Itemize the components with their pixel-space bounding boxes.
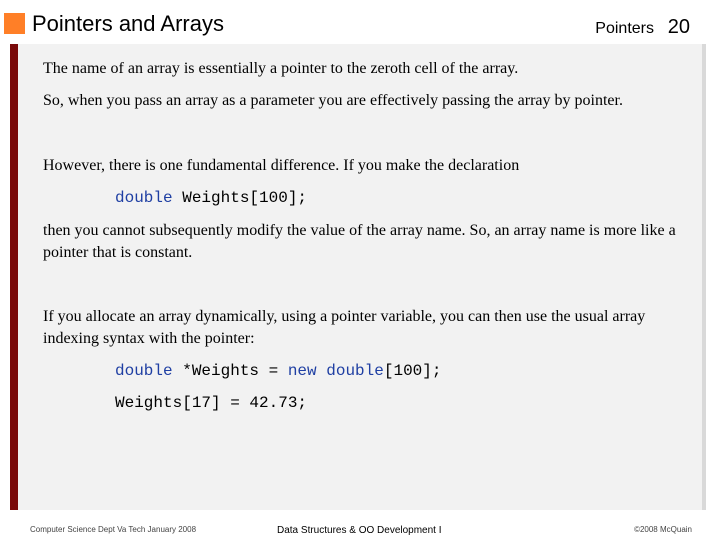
paragraph-dynamic-allocation: If you allocate an array dynamically, using a pointer variable, you can then use the usual array indexing syntax with the pointer: bbox=[43, 308, 646, 347]
content-area bbox=[10, 44, 706, 510]
paragraph-pass-array: So, when you pass an array as a parameter you are effectively passing the array by pointer. bbox=[43, 92, 623, 109]
paragraph-array-name-pointer: The name of an array is essentially a pointer to the zeroth cell of the array. bbox=[43, 60, 519, 77]
footer-right: ©2008 McQuain bbox=[634, 525, 692, 534]
code-keyword: double bbox=[115, 362, 173, 380]
code-text: *Weights = bbox=[172, 362, 288, 380]
code-declaration bbox=[115, 188, 307, 208]
section-label: Pointers bbox=[595, 20, 654, 37]
page-number: 20 bbox=[667, 16, 690, 38]
right-edge-shadow bbox=[702, 44, 706, 510]
slide-title: Pointers and Arrays bbox=[32, 11, 224, 36]
code-keyword: new bbox=[287, 362, 317, 380]
footer-left: Computer Science Dept Va Tech January 2008 bbox=[30, 525, 197, 534]
code-keyword: double bbox=[115, 189, 173, 207]
footer-center: Data Structures & OO Development I bbox=[277, 525, 442, 536]
title-bullet-square bbox=[4, 13, 25, 34]
code-text: [100]; bbox=[383, 362, 442, 380]
paragraph-fundamental-difference: However, there is one fundamental difference. If you make the declaration bbox=[43, 157, 520, 174]
code-index-assignment: Weights[17] = 42.73; bbox=[115, 394, 308, 412]
left-accent-bar bbox=[10, 44, 18, 510]
code-dynamic-allocation bbox=[115, 361, 441, 381]
code-keyword: double bbox=[326, 362, 384, 380]
code-text bbox=[317, 362, 327, 380]
paragraph-array-name-constant: then you cannot subsequently modify the value of the array name. So, an array name is more like a pointer that is constant. bbox=[43, 222, 676, 261]
code-text: Weights[100]; bbox=[172, 189, 308, 207]
